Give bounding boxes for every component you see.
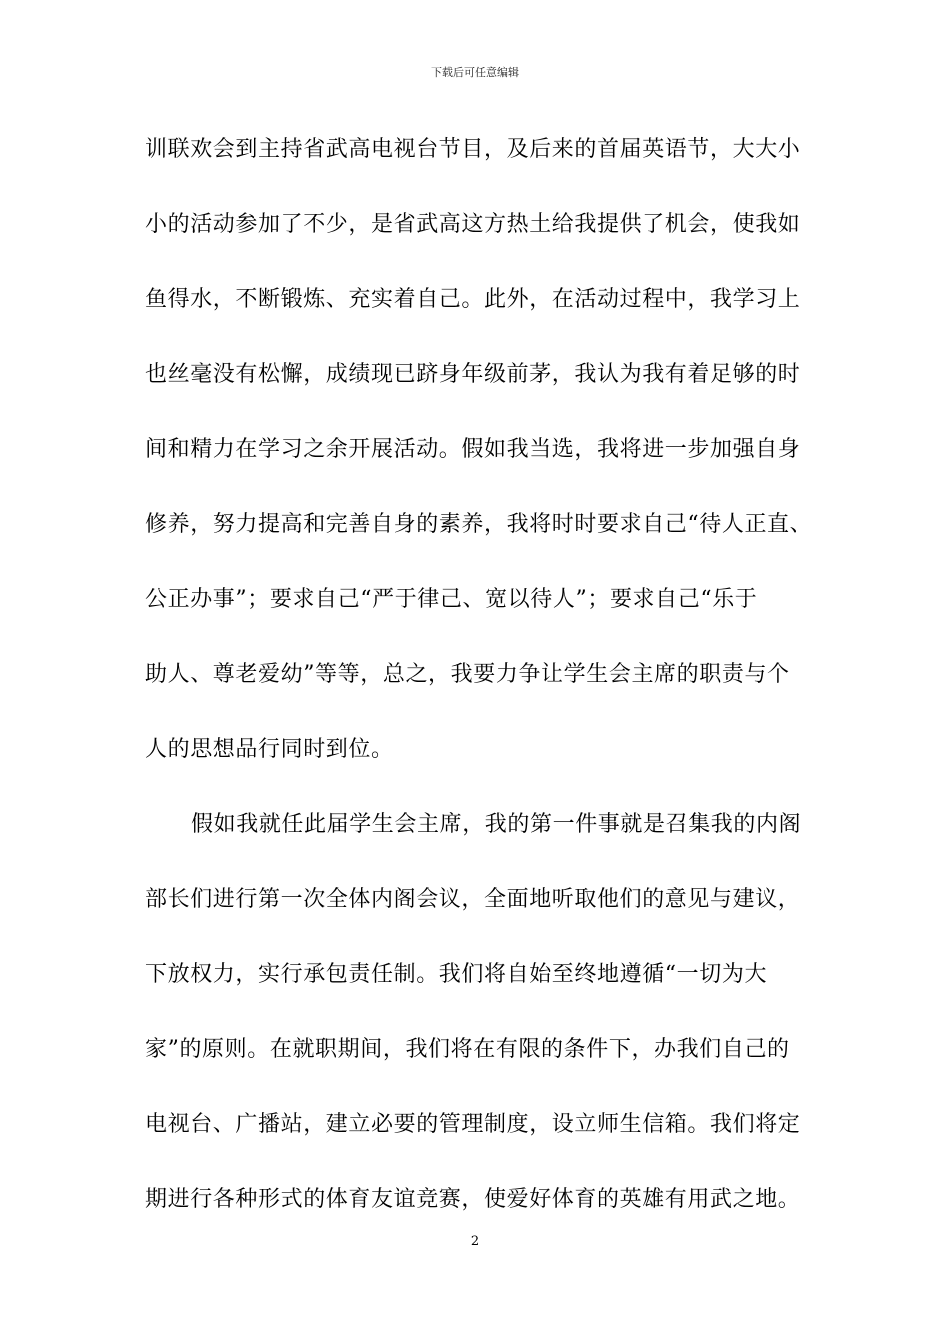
text-line: 鱼得水，不断锻炼、充实着自己。此外，在活动过程中，我学习上 — [145, 287, 801, 312]
text-line: 下放权力，实行承包责任制。我们将自始至终地遵循“一切为大 — [145, 962, 768, 987]
text-line: 家”的原则。在就职期间，我们将在有限的条件下，办我们自己的 — [145, 1037, 790, 1062]
text-line: 小的活动参加了不少，是省武高这方热土给我提供了机会，使我如 — [145, 212, 801, 237]
page-number: 2 — [470, 1234, 480, 1249]
text-line: 也丝毫没有松懈，成绩现已跻身年级前茅，我认为我有着足够的时 — [145, 362, 801, 387]
text-line: 训联欢会到主持省武高电视台节目，及后来的首届英语节，大大小 — [145, 137, 801, 162]
text-line: 电视台、广播站，建立必要的管理制度，设立师生信箱。我们将定 — [145, 1112, 801, 1137]
text-line: 间和精力在学习之余开展活动。假如我当选，我将进一步加强自身 — [145, 437, 801, 462]
text-line: 部长们进行第一次全体内阁会议，全面地听取他们的意见与建议， — [145, 887, 801, 912]
text-line: 助人、尊老爱幼”等等，总之，我要力争让学生会主席的职责与个 — [145, 662, 790, 687]
page-header-note: 下载后可任意编辑 — [431, 66, 519, 79]
text-line: 期进行各种形式的体育友谊竞赛，使爱好体育的英雄有用武之地。 — [145, 1187, 801, 1212]
paragraph-first-line: 假如我就任此届学生会主席，我的第一件事就是召集我的内阁 — [191, 812, 802, 837]
text-line: 修养，努力提高和完善自身的素养，我将时时要求自己“待人正直、 — [145, 512, 813, 537]
text-line: 公正办事”；要求自己“严于律己、宽以待人”；要求自己“乐于 — [145, 587, 758, 612]
text-line: 人的思想品行同时到位。 — [145, 737, 394, 762]
